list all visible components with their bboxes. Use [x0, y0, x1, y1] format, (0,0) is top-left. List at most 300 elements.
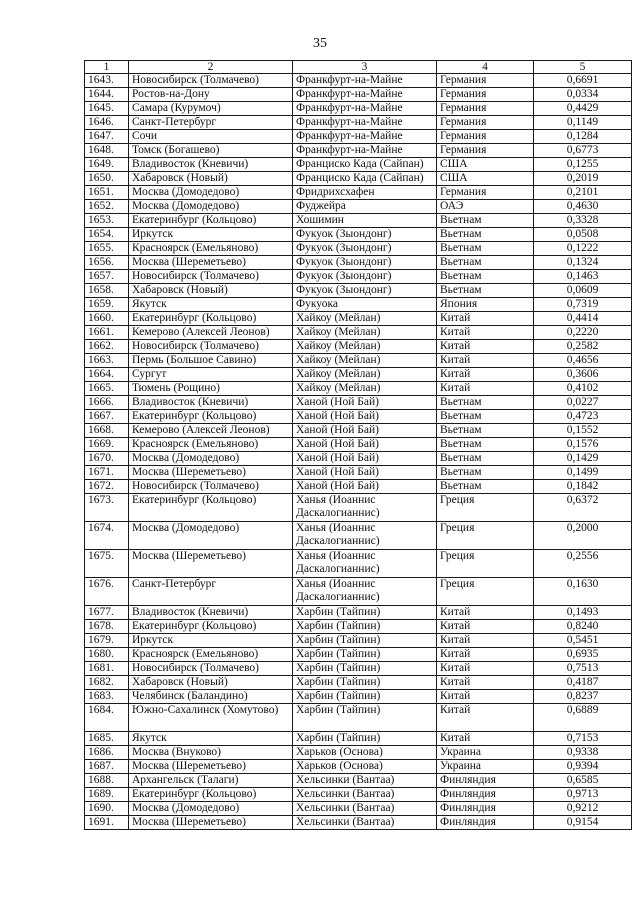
origin-airport: Томск (Богашево) [129, 144, 293, 158]
row-number: 1660. [85, 312, 129, 326]
row-number: 1667. [85, 410, 129, 424]
destination-airport: Харбин (Тайпин) [293, 662, 437, 676]
origin-airport: Екатеринбург (Кольцово) [129, 312, 293, 326]
destination-country: Китай [437, 676, 534, 690]
destination-airport: Фукуок (Зыондонг) [293, 256, 437, 270]
destination-country: США [437, 172, 534, 186]
destination-airport: Ханой (Ной Бай) [293, 396, 437, 410]
table-row [85, 130, 632, 144]
coefficient-value: 0,3606 [534, 368, 632, 382]
table-row [85, 452, 632, 466]
destination-airport: Ханой (Ной Бай) [293, 452, 437, 466]
table-row [85, 382, 632, 396]
destination-country: Вьетнам [437, 256, 534, 270]
origin-airport: Архангельск (Талаги) [129, 774, 293, 788]
destination-country: Финляндия [437, 774, 534, 788]
origin-airport: Екатеринбург (Кольцово) [129, 788, 293, 802]
coefficient-value: 0,9713 [534, 788, 632, 802]
table-row [85, 438, 632, 452]
coefficient-value: 0,1324 [534, 256, 632, 270]
coefficient-value: 0,1149 [534, 116, 632, 130]
table-row [85, 116, 632, 130]
row-number: 1683. [85, 690, 129, 704]
destination-country: Китай [437, 648, 534, 662]
destination-airport: Хошимин [293, 214, 437, 228]
page-number: 35 [313, 36, 327, 51]
table-row [85, 102, 632, 116]
coefficient-value: 0,1842 [534, 480, 632, 494]
destination-country: Вьетнам [437, 438, 534, 452]
origin-airport: Красноярск (Емельяново) [129, 648, 293, 662]
origin-airport: Тюмень (Рощино) [129, 382, 293, 396]
destination-airport: Ханой (Ной Бай) [293, 410, 437, 424]
destination-airport: Хайкоу (Мейлан) [293, 326, 437, 340]
table-row [85, 494, 632, 522]
row-number: 1673. [85, 494, 129, 522]
destination-country: Китай [437, 732, 534, 746]
origin-airport: Москва (Шереметьево) [129, 550, 293, 578]
table-row [85, 732, 632, 746]
origin-airport: Москва (Домодедово) [129, 802, 293, 816]
origin-airport: Екатеринбург (Кольцово) [129, 620, 293, 634]
origin-airport: Владивосток (Кневичи) [129, 396, 293, 410]
coefficient-value: 0,8240 [534, 620, 632, 634]
destination-airport: Фукуока [293, 298, 437, 312]
destination-airport: Ханой (Ной Бай) [293, 480, 437, 494]
table-row [85, 354, 632, 368]
coefficient-value: 0,0609 [534, 284, 632, 298]
coefficient-value: 0,2220 [534, 326, 632, 340]
coefficient-value: 0,2000 [534, 522, 632, 550]
table-row [85, 760, 632, 774]
table-row [85, 816, 632, 830]
column-header: 4 [437, 61, 534, 74]
destination-country: Китай [437, 340, 534, 354]
coefficient-value: 0,6935 [534, 648, 632, 662]
destination-airport: Хайкоу (Мейлан) [293, 340, 437, 354]
destination-country: Вьетнам [437, 480, 534, 494]
coefficient-value: 0,2582 [534, 340, 632, 354]
coefficient-value: 0,0334 [534, 88, 632, 102]
destination-country: Греция [437, 522, 534, 550]
destination-airport: Ханья (Иоаннис Даскалогианнис) [293, 494, 437, 522]
coefficient-value: 0,1463 [534, 270, 632, 284]
origin-airport: Сочи [129, 130, 293, 144]
table-row [85, 298, 632, 312]
destination-airport: Харбин (Тайпин) [293, 634, 437, 648]
coefficient-value: 0,7153 [534, 732, 632, 746]
row-number: 1665. [85, 382, 129, 396]
coefficient-value: 0,1284 [534, 130, 632, 144]
table-body [85, 74, 632, 830]
destination-country: Китай [437, 368, 534, 382]
row-number: 1661. [85, 326, 129, 340]
destination-country: Греция [437, 550, 534, 578]
table-row [85, 578, 632, 606]
row-number: 1678. [85, 620, 129, 634]
row-number: 1674. [85, 522, 129, 550]
table-row [85, 522, 632, 550]
destination-airport: Фукуок (Зыондонг) [293, 284, 437, 298]
row-number: 1664. [85, 368, 129, 382]
destination-country: Финляндия [437, 802, 534, 816]
row-number: 1689. [85, 788, 129, 802]
coefficient-value: 0,1576 [534, 438, 632, 452]
coefficient-value: 0,4656 [534, 354, 632, 368]
destination-country: Вьетнам [437, 242, 534, 256]
destination-country: Вьетнам [437, 228, 534, 242]
destination-country: Китай [437, 634, 534, 648]
destination-airport: Харбин (Тайпин) [293, 648, 437, 662]
table-row [85, 746, 632, 760]
coefficient-value: 0,6773 [534, 144, 632, 158]
origin-airport: Красноярск (Емельяново) [129, 242, 293, 256]
destination-airport: Харбин (Тайпин) [293, 732, 437, 746]
coefficient-value: 0,1222 [534, 242, 632, 256]
coefficient-value: 0,1429 [534, 452, 632, 466]
coefficient-value: 0,6372 [534, 494, 632, 522]
coefficient-value: 0,4187 [534, 676, 632, 690]
coefficient-value: 0,4630 [534, 200, 632, 214]
coefficient-value: 0,2101 [534, 186, 632, 200]
destination-country: Китай [437, 662, 534, 676]
row-number: 1644. [85, 88, 129, 102]
row-number: 1690. [85, 802, 129, 816]
column-header: 3 [293, 61, 437, 74]
column-header: 5 [534, 61, 632, 74]
destination-country: США [437, 158, 534, 172]
table-row [85, 144, 632, 158]
destination-country: Вьетнам [437, 466, 534, 480]
table-row [85, 480, 632, 494]
destination-country: Япония [437, 298, 534, 312]
row-number: 1669. [85, 438, 129, 452]
origin-airport: Москва (Домодедово) [129, 200, 293, 214]
destination-airport: Фуджейра [293, 200, 437, 214]
table-row [85, 662, 632, 676]
coefficient-value: 0,2019 [534, 172, 632, 186]
destination-airport: Фукуок (Зыондонг) [293, 242, 437, 256]
destination-airport: Харьков (Основа) [293, 760, 437, 774]
row-number: 1649. [85, 158, 129, 172]
origin-airport: Иркутск [129, 634, 293, 648]
destination-country: Германия [437, 74, 534, 88]
destination-country: Вьетнам [437, 396, 534, 410]
table-row [85, 802, 632, 816]
destination-country: Китай [437, 326, 534, 340]
destination-country: Германия [437, 144, 534, 158]
destination-airport: Хельсинки (Вантаа) [293, 802, 437, 816]
table-row [85, 270, 632, 284]
row-number: 1670. [85, 452, 129, 466]
origin-airport: Пермь (Большое Савино) [129, 354, 293, 368]
origin-airport: Красноярск (Емельяново) [129, 438, 293, 452]
origin-airport: Новосибирск (Толмачево) [129, 480, 293, 494]
destination-airport: Ханья (Иоаннис Даскалогианнис) [293, 578, 437, 606]
coefficient-value: 0,4102 [534, 382, 632, 396]
destination-airport: Харбин (Тайпин) [293, 620, 437, 634]
row-number: 1668. [85, 424, 129, 438]
destination-airport: Франкфурт-на-Майне [293, 116, 437, 130]
destination-airport: Ханой (Ной Бай) [293, 466, 437, 480]
coefficient-value: 0,4414 [534, 312, 632, 326]
table-row [85, 396, 632, 410]
destination-country: Германия [437, 186, 534, 200]
table-row [85, 410, 632, 424]
destination-country: Германия [437, 116, 534, 130]
coefficient-value: 0,6889 [534, 704, 632, 732]
row-number: 1682. [85, 676, 129, 690]
destination-country: Финляндия [437, 816, 534, 830]
origin-airport: Иркутск [129, 228, 293, 242]
origin-airport: Владивосток (Кневичи) [129, 606, 293, 620]
destination-country: Украина [437, 746, 534, 760]
coefficient-value: 0,7513 [534, 662, 632, 676]
table-row [85, 340, 632, 354]
origin-airport: Челябинск (Баландино) [129, 690, 293, 704]
destination-airport: Хайкоу (Мейлан) [293, 312, 437, 326]
row-number: 1652. [85, 200, 129, 214]
origin-airport: Самара (Курумоч) [129, 102, 293, 116]
coefficient-value: 0,1255 [534, 158, 632, 172]
destination-airport: Харбин (Тайпин) [293, 606, 437, 620]
row-number: 1651. [85, 186, 129, 200]
row-number: 1687. [85, 760, 129, 774]
origin-airport: Новосибирск (Толмачево) [129, 340, 293, 354]
row-number: 1647. [85, 130, 129, 144]
destination-country: Китай [437, 382, 534, 396]
destination-country: Вьетнам [437, 214, 534, 228]
row-number: 1688. [85, 774, 129, 788]
table-row [85, 326, 632, 340]
destination-airport: Франкфурт-на-Майне [293, 74, 437, 88]
coefficient-value: 0,9212 [534, 802, 632, 816]
row-number: 1666. [85, 396, 129, 410]
row-number: 1672. [85, 480, 129, 494]
origin-airport: Хабаровск (Новый) [129, 172, 293, 186]
table-row [85, 228, 632, 242]
destination-airport: Хайкоу (Мейлан) [293, 368, 437, 382]
row-number: 1655. [85, 242, 129, 256]
row-number: 1648. [85, 144, 129, 158]
destination-country: Китай [437, 704, 534, 732]
destination-country: Вьетнам [437, 270, 534, 284]
row-number: 1685. [85, 732, 129, 746]
coefficient-value: 0,4429 [534, 102, 632, 116]
table-row [85, 242, 632, 256]
coefficient-value: 0,1499 [534, 466, 632, 480]
table-row [85, 74, 632, 88]
destination-country: Китай [437, 354, 534, 368]
table-row [85, 676, 632, 690]
destination-country: Греция [437, 494, 534, 522]
destination-airport: Франциско Када (Сайпан) [293, 172, 437, 186]
destination-country: Германия [437, 102, 534, 116]
row-number: 1686. [85, 746, 129, 760]
destination-airport: Хельсинки (Вантаа) [293, 774, 437, 788]
row-number: 1681. [85, 662, 129, 676]
destination-country: Германия [437, 130, 534, 144]
destination-airport: Франкфурт-на-Майне [293, 88, 437, 102]
row-number: 1677. [85, 606, 129, 620]
row-number: 1680. [85, 648, 129, 662]
destination-airport: Харбин (Тайпин) [293, 690, 437, 704]
destination-airport: Фукуок (Зыондонг) [293, 228, 437, 242]
destination-airport: Ханья (Иоаннис Даскалогианнис) [293, 550, 437, 578]
destination-airport: Харьков (Основа) [293, 746, 437, 760]
table-row [85, 368, 632, 382]
origin-airport: Кемерово (Алексей Леонов) [129, 326, 293, 340]
origin-airport: Хабаровск (Новый) [129, 676, 293, 690]
origin-airport: Москва (Домодедово) [129, 186, 293, 200]
coefficient-value: 0,2556 [534, 550, 632, 578]
routes-table [84, 60, 632, 830]
table-row [85, 88, 632, 102]
destination-airport: Ханой (Ной Бай) [293, 424, 437, 438]
destination-country: ОАЭ [437, 200, 534, 214]
row-number: 1659. [85, 298, 129, 312]
table-row [85, 620, 632, 634]
origin-airport: Новосибирск (Толмачево) [129, 662, 293, 676]
table-row [85, 424, 632, 438]
coefficient-value: 0,9338 [534, 746, 632, 760]
origin-airport: Южно-Сахалинск (Хомутово) [129, 704, 293, 732]
origin-airport: Якутск [129, 732, 293, 746]
table-row [85, 200, 632, 214]
destination-country: Вьетнам [437, 284, 534, 298]
row-number: 1679. [85, 634, 129, 648]
destination-country: Вьетнам [437, 452, 534, 466]
table-row [85, 648, 632, 662]
origin-airport: Новосибирск (Толмачево) [129, 74, 293, 88]
origin-airport: Москва (Шереметьево) [129, 816, 293, 830]
destination-country: Вьетнам [437, 410, 534, 424]
destination-airport: Франкфурт-на-Майне [293, 130, 437, 144]
origin-airport: Москва (Шереметьево) [129, 760, 293, 774]
coefficient-value: 0,1630 [534, 578, 632, 606]
table-row [85, 550, 632, 578]
origin-airport: Москва (Шереметьево) [129, 466, 293, 480]
coefficient-value: 0,3328 [534, 214, 632, 228]
table-row [85, 606, 632, 620]
destination-airport: Харбин (Тайпин) [293, 704, 437, 732]
row-number: 1663. [85, 354, 129, 368]
table-row [85, 690, 632, 704]
origin-airport: Якутск [129, 298, 293, 312]
destination-airport: Фридрихсхафен [293, 186, 437, 200]
row-number: 1654. [85, 228, 129, 242]
coefficient-value: 0,8237 [534, 690, 632, 704]
origin-airport: Новосибирск (Толмачево) [129, 270, 293, 284]
table-row [85, 788, 632, 802]
origin-airport: Ростов-на-Дону [129, 88, 293, 102]
coefficient-value: 0,4723 [534, 410, 632, 424]
origin-airport: Владивосток (Кневичи) [129, 158, 293, 172]
table-row [85, 186, 632, 200]
coefficient-value: 0,7319 [534, 298, 632, 312]
destination-airport: Франкфурт-на-Майне [293, 144, 437, 158]
table-row [85, 214, 632, 228]
origin-airport: Санкт-Петербург [129, 116, 293, 130]
coefficient-value: 0,0508 [534, 228, 632, 242]
origin-airport: Екатеринбург (Кольцово) [129, 214, 293, 228]
row-number: 1675. [85, 550, 129, 578]
coefficient-value: 0,9394 [534, 760, 632, 774]
destination-airport: Хельсинки (Вантаа) [293, 788, 437, 802]
destination-airport: Франциско Када (Сайпан) [293, 158, 437, 172]
row-number: 1691. [85, 816, 129, 830]
table-row [85, 774, 632, 788]
origin-airport: Хабаровск (Новый) [129, 284, 293, 298]
coefficient-value: 0,6691 [534, 74, 632, 88]
row-number: 1653. [85, 214, 129, 228]
column-header: 2 [129, 61, 293, 74]
row-number: 1671. [85, 466, 129, 480]
table-row [85, 312, 632, 326]
coefficient-value: 0,5451 [534, 634, 632, 648]
destination-airport: Хельсинки (Вантаа) [293, 816, 437, 830]
destination-country: Китай [437, 312, 534, 326]
table-row [85, 466, 632, 480]
row-number: 1658. [85, 284, 129, 298]
coefficient-value: 0,9154 [534, 816, 632, 830]
destination-country: Вьетнам [437, 424, 534, 438]
origin-airport: Екатеринбург (Кольцово) [129, 494, 293, 522]
destination-country: Китай [437, 620, 534, 634]
origin-airport: Москва (Внуково) [129, 746, 293, 760]
coefficient-value: 0,1493 [534, 606, 632, 620]
destination-airport: Ханья (Иоаннис Даскалогианнис) [293, 522, 437, 550]
table-row [85, 256, 632, 270]
row-number: 1657. [85, 270, 129, 284]
destination-airport: Ханой (Ной Бай) [293, 438, 437, 452]
destination-country: Украина [437, 760, 534, 774]
destination-airport: Харбин (Тайпин) [293, 676, 437, 690]
table-row [85, 172, 632, 186]
origin-airport: Москва (Домодедово) [129, 522, 293, 550]
destination-airport: Хайкоу (Мейлан) [293, 354, 437, 368]
header-row [85, 61, 632, 74]
destination-airport: Хайкоу (Мейлан) [293, 382, 437, 396]
row-number: 1646. [85, 116, 129, 130]
row-number: 1684. [85, 704, 129, 732]
origin-airport: Москва (Домодедово) [129, 452, 293, 466]
row-number: 1656. [85, 256, 129, 270]
destination-country: Китай [437, 606, 534, 620]
coefficient-value: 0,0227 [534, 396, 632, 410]
table-row [85, 634, 632, 648]
origin-airport: Сургут [129, 368, 293, 382]
destination-country: Китай [437, 690, 534, 704]
table-row [85, 284, 632, 298]
table-row [85, 704, 632, 732]
row-number: 1676. [85, 578, 129, 606]
origin-airport: Москва (Шереметьево) [129, 256, 293, 270]
origin-airport: Санкт-Петербург [129, 578, 293, 606]
row-number: 1662. [85, 340, 129, 354]
origin-airport: Кемерово (Алексей Леонов) [129, 424, 293, 438]
row-number: 1650. [85, 172, 129, 186]
row-number: 1645. [85, 102, 129, 116]
column-header: 1 [85, 61, 129, 74]
coefficient-value: 0,6585 [534, 774, 632, 788]
destination-airport: Франкфурт-на-Майне [293, 102, 437, 116]
destination-country: Финляндия [437, 788, 534, 802]
destination-airport: Фукуок (Зыондонг) [293, 270, 437, 284]
coefficient-value: 0,1552 [534, 424, 632, 438]
origin-airport: Екатеринбург (Кольцово) [129, 410, 293, 424]
table-row [85, 158, 632, 172]
